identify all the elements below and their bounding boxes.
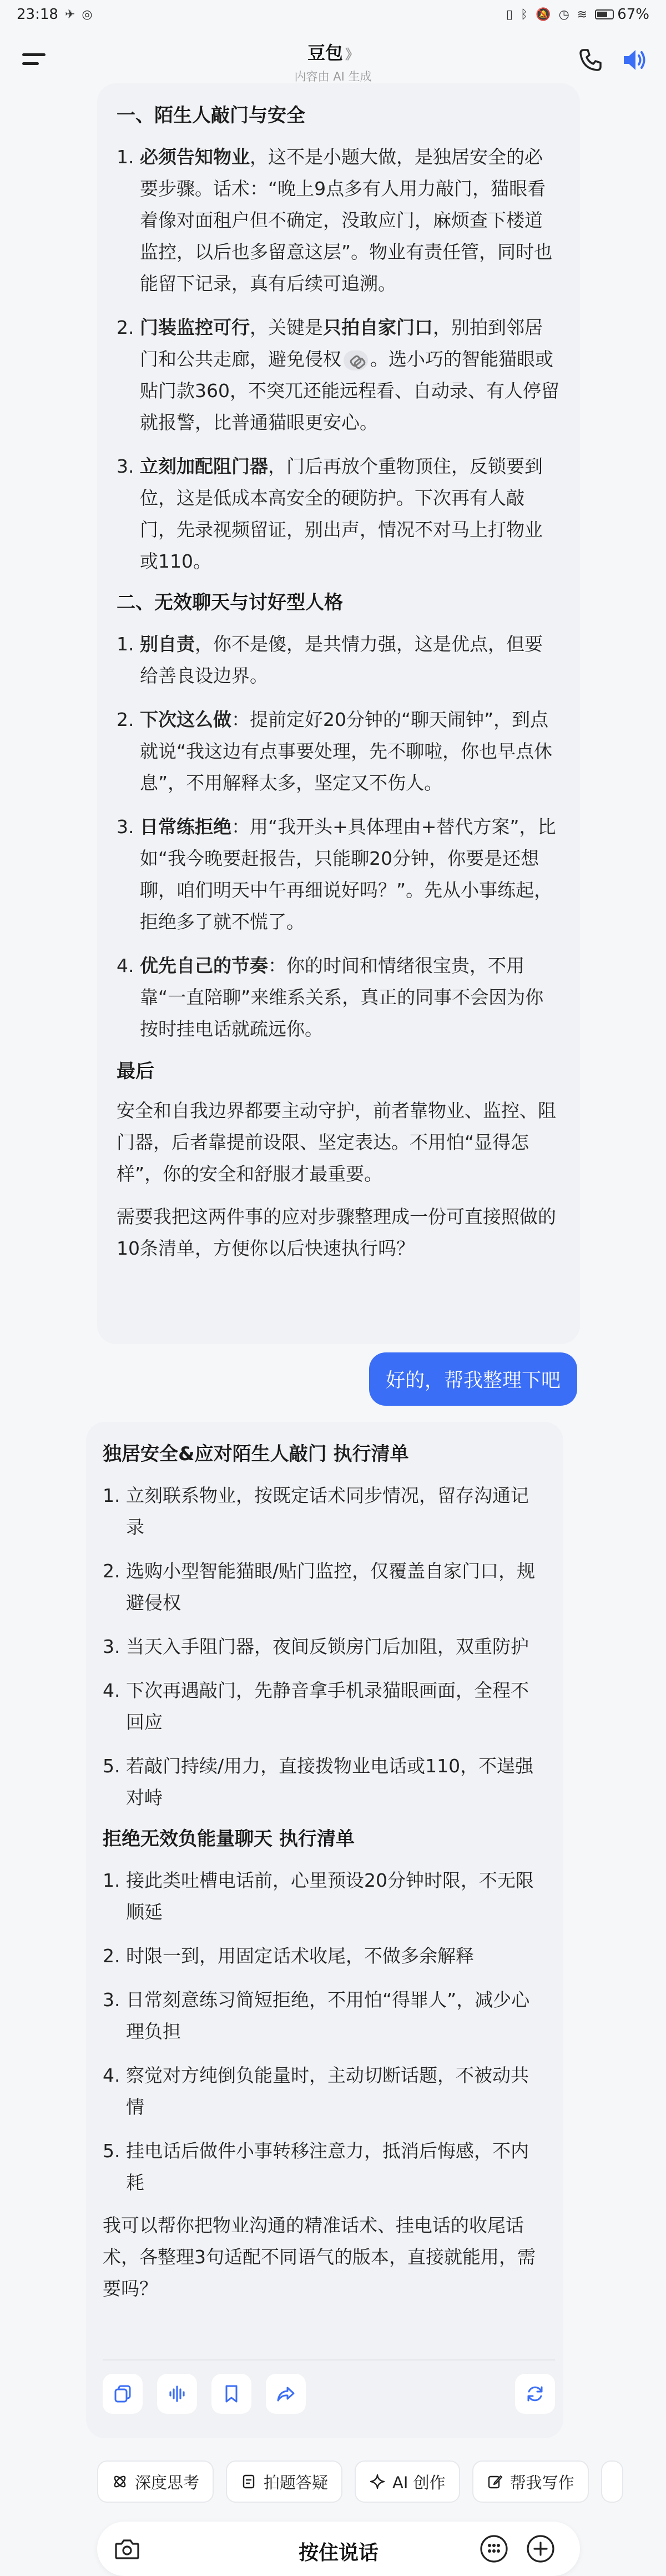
apps-grid-icon[interactable] <box>479 2534 509 2564</box>
quick-action-bar <box>97 2460 666 2505</box>
section-title: 最后 <box>117 1060 154 1082</box>
bookmark-button[interactable] <box>211 2374 251 2414</box>
bot-name[interactable] <box>0 39 666 64</box>
mute-icon: 🔕 <box>536 7 551 22</box>
sync-icon: ◎ <box>82 7 93 22</box>
message-actions <box>103 2372 555 2416</box>
list-item: 2. 下次这么做：提前定好20分钟的“聊天闹钟”，到点就说“我这边有点事要处理，先不聊啦，你也早点休息”，不用解释太多，坚定又不伤人。 <box>117 709 553 794</box>
message-actions-left <box>103 2374 306 2414</box>
status-right <box>506 6 649 23</box>
bot-name-label: 豆包 <box>307 42 343 63</box>
numbered-list <box>117 628 561 1045</box>
atom-icon <box>112 2473 128 2490</box>
waveform-icon <box>167 2383 188 2404</box>
chevron-right-icon: 》 <box>345 47 359 62</box>
list-item: 1. 别自责，你不是傻，是共情力强，这是优点，但要给善良设边界。 <box>117 633 543 686</box>
section-title: 二、无效聊天与讨好型人格 <box>117 592 343 614</box>
input-bar <box>97 2522 580 2576</box>
list-item: 2. 时限一到，用固定话术收尾，不做多余解释 <box>103 1945 474 1967</box>
speaker-icon[interactable] <box>620 46 649 74</box>
paragraph: 安全和自我边界都要主动守护，前者靠物业、监控、阻门器，后者靠提前设限、坚定表达。不用怕“显得怎样”，你的安全和舒服才最重要。 <box>117 1100 556 1185</box>
list-item: 3. 日常刻意练习简短拒绝，不用怕“得罪人”，减少心理负担 <box>103 1989 530 2042</box>
regenerate-button[interactable] <box>515 2374 555 2414</box>
user-message-bubble[interactable]: 好的，帮我整理下吧 <box>369 1352 577 1406</box>
edit-icon <box>487 2473 503 2490</box>
list-item: 2. 门装监控可行，关键是只拍自家门口，别拍到邻居门和公共走廊，避免侵权 。选小巧的智能猫眼或贴门款360，不突兀还能远程看、自动录、有人停留就报警，比普通猫眼更安心。 <box>117 317 559 433</box>
list-item: 5. 挂电话后做件小事转移注意力，抵消后悔感，不内耗 <box>103 2140 529 2193</box>
divider <box>103 2359 555 2361</box>
sparkle-icon <box>369 2473 386 2490</box>
status-time: 23:18 <box>17 6 58 23</box>
section-title: 独居安全&应对陌生人敲门 执行清单 <box>103 1443 409 1465</box>
chip-ai-create[interactable] <box>355 2460 460 2503</box>
list-item: 1. 接此类吐槽电话前，心里预设20分钟时限，不无限顺延 <box>103 1870 534 1923</box>
list-item: 1. 立刻联系物业，按既定话术同步情况，留存沟通记录 <box>103 1485 529 1538</box>
refresh-icon <box>524 2383 546 2404</box>
chip-label: AI 创作 <box>392 2473 446 2492</box>
phone-call-icon[interactable] <box>577 47 604 73</box>
list-item: 5. 若敲门持续/用力，直接拨物业电话或110，不逞强对峙 <box>103 1755 534 1808</box>
numbered-list <box>103 1480 547 1813</box>
list-item: 4. 下次再遇敲门，先静音拿手机录猫眼画面，全程不回应 <box>103 1680 529 1733</box>
share-button[interactable] <box>266 2374 306 2414</box>
notification-icon: ✈ <box>64 7 75 22</box>
copy-icon <box>112 2383 133 2404</box>
paragraph: 需要我把这两件事的应对步骤整理成一份可直接照做的10条清单，方便你以后快速执行吗？ <box>117 1206 556 1259</box>
plus-icon[interactable] <box>526 2534 556 2564</box>
vibrate-icon: ▯ <box>506 7 513 22</box>
paragraph: 我可以帮你把物业沟通的精准话术、挂电话的收尾话术，各整理3句适配不同语气的版本，直接就能用，需要吗？ <box>103 2214 536 2299</box>
share-icon <box>275 2383 296 2404</box>
hold-to-talk-button[interactable]: 按住说话 <box>298 2542 379 2564</box>
scan-document-icon <box>240 2473 257 2490</box>
header-center[interactable] <box>0 39 666 84</box>
list-item: 4. 优先自己的节奏：你的时间和情绪很宝贵，不用靠“一直陪聊”来维系关系，真正的同事不会因为你按时挂电话就疏远你。 <box>117 955 544 1040</box>
section-title: 拒绝无效负能量聊天 执行清单 <box>103 1828 355 1850</box>
read-aloud-button[interactable] <box>157 2374 197 2414</box>
status-left <box>17 6 93 23</box>
ai-message-bubble <box>86 1422 563 2438</box>
chip-deep-thinking[interactable] <box>97 2460 214 2503</box>
chip-more[interactable] <box>601 2460 623 2503</box>
list-item: 3. 当天入手阻门器，夜间反锁房门后加阻，双重防护 <box>103 1636 529 1657</box>
battery-icon <box>595 9 614 19</box>
bluetooth-icon: ᛒ <box>520 7 528 22</box>
list-item: 2. 选购小型智能猫眼/贴门监控，仅覆盖自家门口，规避侵权 <box>103 1560 536 1613</box>
ai-message-bubble <box>97 83 580 1344</box>
list-item: 1. 必须告知物业，这不是小题大做，是独居安全的必要步骤。话术：“晚上9点多有人用力敲门，猫眼看着像对面租户但不确定，没敢应门，麻烦查下楼道监控，以后也多留意这层”。物业有责任管，同时也能留下记录，真有后续可追溯。 <box>117 146 553 294</box>
battery-percent: 67% <box>617 6 649 23</box>
wifi-icon: ≋ <box>577 7 588 22</box>
section-title: 一、陌生人敲门与安全 <box>117 104 305 127</box>
list-item: 3. 立刻加配阻门器，门后再放个重物顶住，反锁要到位，这是低成本高安全的硬防护。下次再有人敲门，先录视频留证，别出声，情况不对马上打物业或110。 <box>117 455 543 572</box>
numbered-list <box>117 141 561 577</box>
chip-writing[interactable] <box>472 2460 589 2503</box>
copy-button[interactable] <box>103 2374 143 2414</box>
ai-generated-notice: 内容由 AI 生成 <box>294 70 372 83</box>
alarm-icon: ◷ <box>558 7 569 22</box>
chip-label: 帮我写作 <box>509 2473 574 2492</box>
chat-header <box>0 33 666 89</box>
bookmark-icon <box>221 2383 242 2404</box>
chip-label: 拍题答疑 <box>264 2473 329 2492</box>
numbered-list <box>103 1865 547 2198</box>
list-item: 4. 察觉对方纯倒负能量时，主动切断话题，不被动共情 <box>103 2064 529 2118</box>
list-item: 3. 日常练拒绝：用“我开头+具体理由+替代方案”，比如“我今晚要赶报告，只能聊20分钟，你要是还想聊，咱们明天中午再细说好吗？”。先从小事练起，拒绝多了就不慌了。 <box>117 816 556 933</box>
battery-indicator <box>595 6 649 23</box>
status-bar <box>0 0 666 29</box>
chip-label: 深度思考 <box>135 2473 200 2492</box>
chip-photo-question[interactable] <box>226 2460 342 2503</box>
reference-link-icon[interactable] <box>344 350 368 370</box>
